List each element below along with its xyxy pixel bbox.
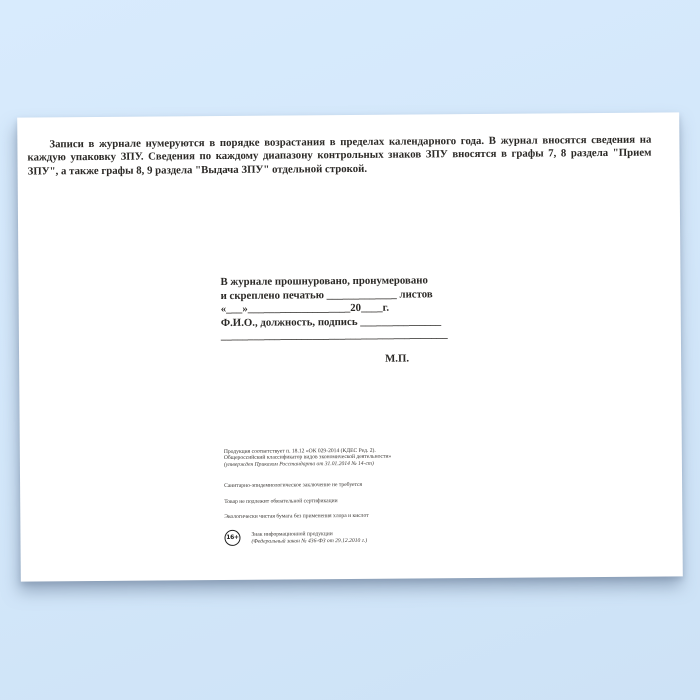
stamp-line-sealed-sheets: и скреплено печатью _____________ листов	[220, 287, 433, 302]
age-rating-law: (Федеральный закон № 436-ФЗ от 29.12.2010 г.)	[251, 537, 368, 545]
stamp-seal-mark: М.П.	[385, 352, 410, 365]
legal-block	[224, 448, 392, 547]
compliance-line-1: Продукция соответствует п. 18.12 «ОК 029-2014 (КДЕС Ред. 2).	[223, 447, 376, 455]
journal-page	[17, 112, 683, 581]
age-rating-caption	[251, 529, 367, 545]
age-rating-title: Знак информационной продукции	[251, 531, 333, 539]
certification-note: Товар не подлежит обязательной сертификации	[224, 497, 338, 505]
compliance-line-3: (утвержден Приказом Росстандарта от 31.01.2014 № 14-ст)	[223, 460, 374, 468]
age-rating-16plus-icon: 16+	[224, 530, 240, 546]
sanitary-note: Санитарно-эпидемиологическое заключение не требуется	[224, 482, 363, 490]
intro-paragraph: Записи в журнале нумеруются в порядке возрастания в пределах календарного года. В журнал вносятся сведения на каждую упаковку ЗПУ. Сведения по каждому диапазону контрольных знаков ЗПУ вносятся в графы 7, 8 раздела "Прием ЗПУ", а также графы 8, 9 раздела "Выдача ЗПУ" отдельной строкой.	[27, 133, 652, 178]
compliance-note	[224, 448, 392, 469]
stamp-line-bound-numbered: В журнале прошнуровано, пронумеровано	[220, 274, 428, 289]
eco-paper-note: Экологически чистая бумага без применения хлора и кислот	[224, 512, 369, 521]
age-rating-row	[224, 529, 391, 546]
stamp-line-date-blank: «___»___________________20____г.	[220, 301, 390, 316]
stamp-line-signature-rule: __________________________________________	[220, 328, 448, 343]
stamp-line-name-position-signature: Ф.И.О., должность, подпись _______________	[220, 315, 442, 329]
compliance-line-2: Общероссийский классификатор видов экономической деятельности»	[223, 454, 392, 462]
binding-stamp-block	[220, 274, 447, 367]
